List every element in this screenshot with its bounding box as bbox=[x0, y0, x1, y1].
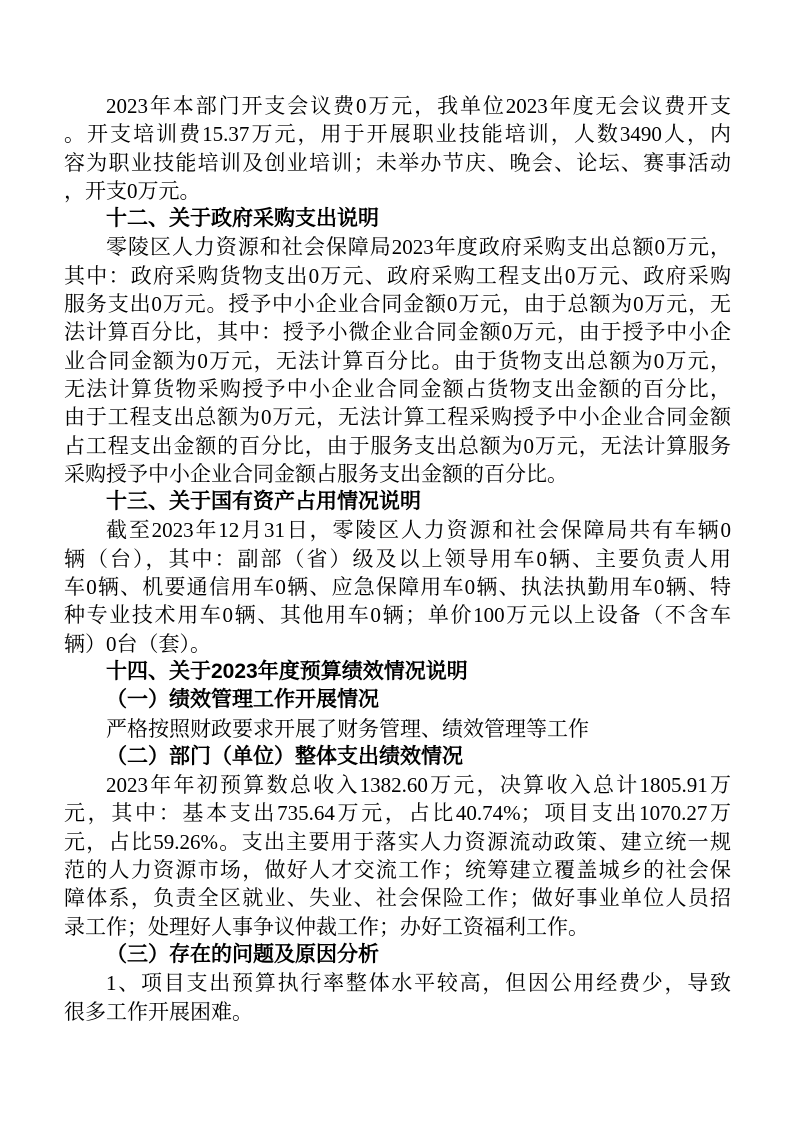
section bbox=[64, 658, 731, 686]
body-line: 录工作；处理好人事争议仲裁工作；办好工资福利工作。 bbox=[64, 914, 589, 939]
paragraph bbox=[64, 92, 731, 205]
body-line: 车0辆、机要通信用车0辆、应急保障用车0辆、执法执勤用车0辆、特 bbox=[64, 575, 731, 600]
body-line: 服务支出0万元。授予中小企业合同金额0万元，由于总额为0万元，无 bbox=[64, 292, 731, 317]
paragraph bbox=[64, 969, 731, 1026]
section-heading: 十四、关于2023年度预算绩效情况说明 bbox=[106, 659, 468, 683]
body-line: 无法计算货物采购授予中小企业合同金额占货物支出金额的百分比， bbox=[64, 376, 731, 401]
section-heading: 十二、关于政府采购支出说明 bbox=[106, 207, 379, 231]
body-line: 很多工作开展困难。 bbox=[64, 999, 253, 1024]
body-line: 截至2023年12月31日，零陵区人力资源和社会保障局共有车辆0 bbox=[106, 518, 731, 543]
body-line: 元，占比59.26%。支出主要用于落实人力资源流动政策、建立统一规 bbox=[64, 829, 731, 854]
paragraph bbox=[64, 715, 731, 743]
subsection-heading: （一）绩效管理工作开展情况 bbox=[106, 688, 379, 712]
section bbox=[64, 488, 731, 516]
body-line: 严格按照财政要求开展了财务管理、绩效管理等工作 bbox=[106, 716, 589, 741]
body-line: 1、项目支出预算执行率整体水平较高，但因公用经费少，导致 bbox=[106, 971, 731, 996]
body-line: 由于工程支出总额为0万元，无法计算工程采购授予中小企业合同金额 bbox=[64, 405, 731, 430]
body-line: 2023年本部门开支会议费0万元，我单位2023年度无会议费开支 bbox=[106, 94, 731, 118]
body-line: 占工程支出金额的百分比，由于服务支出总额为0万元，无法计算服务 bbox=[64, 433, 731, 458]
subsection-heading: （二）部门（单位）整体支出绩效情况 bbox=[106, 744, 463, 768]
subsection-heading: （三）存在的问题及原因分析 bbox=[106, 942, 379, 966]
body-line: 采购授予中小企业合同金额占服务支出金额的百分比。 bbox=[64, 461, 568, 486]
body-line: 范的人力资源市场，做好人才交流工作；统筹建立覆盖城乡的社会保 bbox=[64, 858, 731, 883]
body-line: 辆）0台（套）。 bbox=[64, 631, 211, 656]
body-line: 辆（台），其中：副部（省）级及以上领导用车0辆、主要负责人用 bbox=[64, 546, 731, 571]
section bbox=[64, 941, 731, 969]
body-line: 障体系，负责全区就业、失业、社会保险工作；做好事业单位人员招 bbox=[64, 886, 731, 911]
section bbox=[64, 205, 731, 233]
body-line: 2023年年初预算数总收入1382.60万元，决算收入总计1805.91万 bbox=[106, 773, 731, 798]
section-heading: 十三、关于国有资产占用情况说明 bbox=[106, 490, 421, 514]
body-line: 其中：政府采购货物支出0万元、政府采购工程支出0万元、政府采购 bbox=[64, 263, 731, 288]
body-line: 法计算百分比，其中：授予小微企业合同金额0万元，由于授予中小企 bbox=[64, 320, 731, 345]
section bbox=[64, 743, 731, 771]
body-line: 容为职业技能培训及创业培训；未举办节庆、晚会、论坛、赛事活动 bbox=[64, 150, 731, 175]
body-line: 零陵区人力资源和社会保障局2023年度政府采购支出总额0万元， bbox=[106, 235, 731, 260]
paragraph bbox=[64, 233, 731, 488]
paragraph bbox=[64, 771, 731, 941]
body-line: ，开支0万元。 bbox=[64, 178, 201, 203]
section bbox=[64, 686, 731, 714]
body-line: 业合同金额为0万元，无法计算百分比。由于货物支出总额为0万元， bbox=[64, 348, 731, 373]
body-line: 元，其中：基本支出735.64万元，占比40.74%；项目支出1070.27万 bbox=[64, 801, 731, 826]
paragraph bbox=[64, 516, 731, 657]
body-line: 。开支培训费15.37万元，用于开展职业技能培训，人数3490人，内 bbox=[64, 122, 731, 147]
body-line: 种专业技术用车0辆、其他用车0辆；单价100万元以上设备（不含车 bbox=[64, 603, 731, 628]
